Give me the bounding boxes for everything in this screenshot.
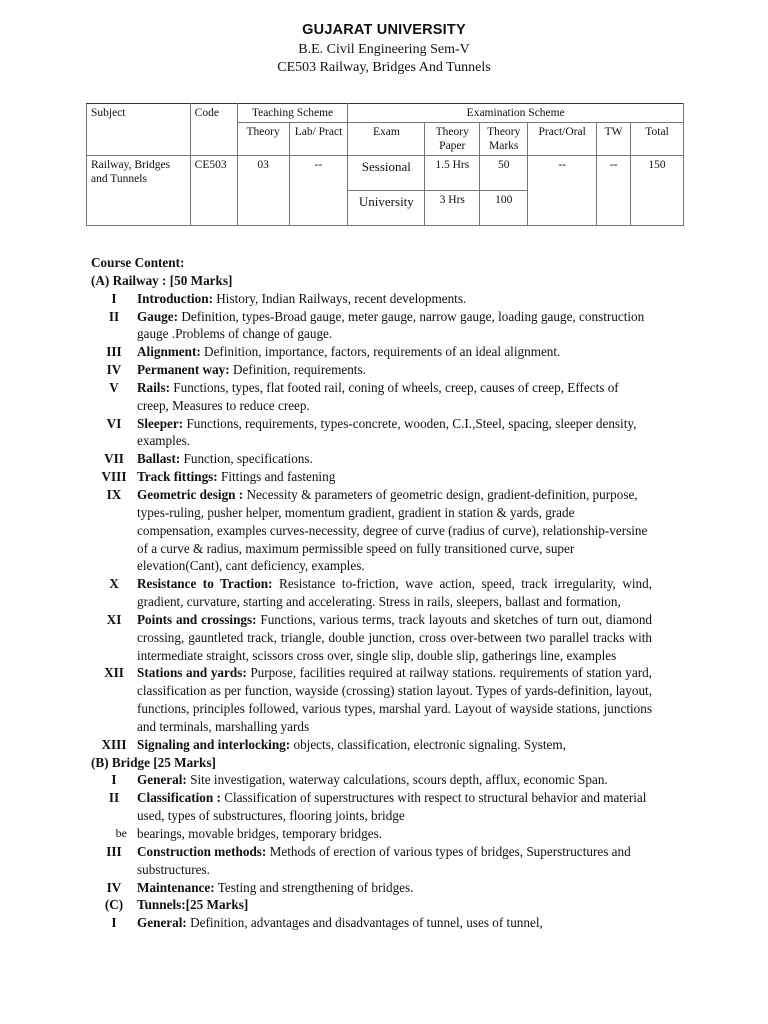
course-line: CE503 Railway, Bridges And Tunnels: [277, 60, 491, 75]
topic-number: II: [108, 790, 120, 806]
scheme-table: [86, 103, 684, 226]
topic-heading: General:: [137, 915, 187, 931]
topic-heading: Classification :: [137, 790, 221, 806]
tunnel-topic-list: [91, 914, 652, 932]
topic-heading: Rails:: [137, 379, 170, 395]
tw-header: TW: [597, 123, 631, 156]
topic-number: VI: [106, 415, 122, 431]
topic-heading: Gauge:: [137, 308, 179, 324]
theory-cell: 03: [237, 156, 289, 226]
examination-scheme-header: Examination Scheme: [348, 104, 684, 123]
topic-item: [91, 343, 652, 361]
topic-heading: Sleeper:: [137, 415, 184, 431]
topic-continuation: [91, 825, 652, 843]
paper-sessional-cell: 1.5 Hrs: [425, 156, 480, 191]
topic-item: [91, 379, 652, 415]
topic-text: [137, 789, 652, 825]
topic-description: Resistance to-friction, wave action, speed, track irregularity, wind, gradient, curvature, starting and accelerating. Stress in rails, sleepers, ballast and formation,: [137, 576, 653, 610]
topic-item: [91, 664, 652, 735]
bridge-topic-list: [91, 771, 652, 896]
topic-item: [91, 879, 652, 897]
topic-heading: Track fittings:: [137, 469, 218, 485]
topic-description: Necessity & parameters of geometric design, gradient-definition, purpose, types-ruling, pusher helper, momentum gradient, gradient in station & yards, grade compensation, examples curves-necessity, degree of curve (radius of curve), relationship-versine of a curve & radius, maximum permissible speed on fully transitioned curve, super elevation(Cant), cant deficiency, examples.: [137, 486, 648, 574]
topic-description: History, Indian Railways, recent developments.: [212, 290, 467, 306]
topic-number: X: [109, 576, 119, 592]
theory-marks-header: Theory Marks: [480, 123, 528, 156]
section-tunnels-heading: [91, 896, 652, 914]
topic-item: [91, 736, 652, 754]
topic-number: IX: [106, 486, 122, 502]
topic-item: [91, 450, 652, 468]
topic-description: Function, specifications.: [180, 451, 313, 467]
topic-number: XI: [106, 611, 122, 627]
course-content-title: Course Content:: [91, 255, 185, 270]
topic-text: [137, 914, 652, 932]
topic-heading: Permanent way:: [137, 362, 230, 378]
topic-number: XIII: [101, 736, 127, 752]
topic-number: IV: [106, 879, 122, 895]
topic-heading: Resistance to Traction:: [137, 576, 273, 592]
topic-item: [91, 486, 652, 575]
topic-number: V: [109, 379, 119, 395]
subject-cell: Railway, Bridges and Tunnels: [87, 156, 191, 226]
topic-heading: Maintenance:: [137, 879, 215, 895]
topic-number: XII: [104, 665, 124, 681]
code-header: Code: [190, 104, 237, 156]
topic-text: [137, 736, 652, 754]
topic-description: Definition, advantages and disadvantages of tunnel, uses of tunnel,: [186, 915, 543, 931]
topic-item: [91, 914, 652, 932]
railway-topic-list: [91, 290, 652, 754]
exam-sessional-cell: Sessional: [348, 156, 425, 191]
topic-number: VII: [104, 451, 124, 467]
exam-university-cell: University: [348, 191, 425, 226]
topic-text: [137, 343, 652, 361]
topic-number: II: [108, 308, 120, 324]
topic-item: [91, 843, 652, 879]
tw-cell: --: [597, 156, 631, 226]
topic-item: [91, 290, 652, 308]
topic-description: Functions, various terms, track layouts and sketches of turn out, diamond crossing, gauntleted track, triangle, double junction, cross over-between two parallel tracks with intermediate straight, scissors cross over, single slip, double slip, gatherings line, examples: [137, 611, 653, 663]
topic-heading: Points and crossings:: [137, 611, 257, 627]
section-railway-heading: (A) Railway : [50 Marks]: [91, 272, 233, 288]
topic-item: [91, 361, 652, 379]
topic-heading: Ballast:: [137, 451, 181, 467]
section-tunnels-title: Tunnels:[25 Marks]: [137, 897, 249, 913]
topic-heading: Construction methods:: [137, 843, 267, 859]
topic-item: [91, 415, 652, 451]
topic-item: [91, 308, 652, 344]
programme-line: B.E. Civil Engineering Sem-V: [298, 42, 470, 57]
continuation-text: bearings, movable bridges, temporary bridges.: [137, 826, 382, 841]
continuation-prefix: be: [115, 826, 127, 840]
section-tunnels-label: (C): [104, 897, 124, 913]
topic-item: [91, 468, 652, 486]
topic-item: [91, 575, 652, 611]
section-bridge-heading: (B) Bridge [25 Marks]: [91, 754, 216, 770]
topic-description: objects, classification, electronic signaling. System,: [290, 736, 566, 752]
topic-number: I: [111, 915, 117, 931]
lab-cell: --: [289, 156, 348, 226]
topic-heading: Geometric design :: [137, 486, 244, 502]
teaching-scheme-header: Teaching Scheme: [237, 104, 348, 123]
topic-heading: Alignment:: [137, 344, 201, 360]
topic-number: VIII: [101, 469, 127, 485]
topic-description: Testing and strengthening of bridges.: [214, 879, 414, 895]
topic-description: Definition, importance, factors, requirements of an ideal alignment.: [200, 344, 561, 360]
pract-oral-header: Pract/Oral: [528, 123, 597, 156]
topic-number: III: [106, 843, 122, 859]
topic-text: [137, 771, 652, 789]
topic-description: Fittings and fastening: [217, 469, 336, 485]
topic-text: [137, 450, 652, 468]
topic-item: [91, 771, 652, 789]
code-cell: CE503: [190, 156, 237, 226]
topic-number: IV: [106, 362, 122, 378]
topic-text: [137, 575, 652, 611]
pract-cell: --: [528, 156, 597, 226]
topic-description: Classification of superstructures with respect to structural behavior and material used, types of substructures, flooring joints, bridge: [137, 790, 647, 824]
topic-text: [137, 843, 652, 879]
topic-text: [137, 611, 652, 665]
topic-description: Definition, requirements.: [229, 362, 366, 378]
topic-number: III: [106, 344, 122, 360]
paper-university-cell: 3 Hrs: [425, 191, 480, 226]
topic-text: [137, 415, 652, 451]
topic-heading: Introduction:: [137, 290, 213, 306]
topic-number: I: [111, 772, 117, 788]
total-header: Total: [631, 123, 684, 156]
topic-text: [137, 664, 652, 735]
topic-description: Definition, types-Broad gauge, meter gauge, narrow gauge, loading gauge, construction gauge .Problems of change of gauge.: [137, 308, 645, 342]
theory-header: Theory: [237, 123, 289, 156]
topic-description: Functions, requirements, types-concrete, wooden, C.I.,Steel, spacing, sleeper density, examples.: [137, 415, 637, 449]
marks-university-cell: 100: [480, 191, 528, 226]
topic-item: [91, 611, 652, 665]
topic-description: Purpose, facilities required at railway stations. requirements of station yard, classification as per function, wayside (crossing) station layout. Types of yards-definition, layout, functions, principles followed, various types, marshal yard. Layout of wayside stations, junctions and terminals, marshalling yards: [137, 665, 652, 734]
university-title: GUJARAT UNIVERSITY: [302, 22, 466, 38]
topic-item: [91, 789, 652, 825]
topic-heading: Stations and yards:: [137, 665, 247, 681]
topic-heading: General:: [137, 772, 187, 788]
topic-description: Site investigation, waterway calculations, scours depth, afflux, economic Span.: [186, 772, 608, 788]
subject-header: Subject: [87, 104, 191, 156]
total-cell: 150: [631, 156, 684, 226]
topic-text: [137, 308, 652, 344]
exam-header: Exam: [348, 123, 425, 156]
topic-text: [137, 486, 652, 575]
topic-text: [137, 879, 652, 897]
marks-sessional-cell: 50: [480, 156, 528, 191]
theory-paper-header: Theory Paper: [425, 123, 480, 156]
topic-heading: Signaling and interlocking:: [137, 736, 291, 752]
topic-description: Methods of erection of various types of bridges, Superstructures and substructures.: [137, 843, 631, 877]
topic-text: [137, 379, 652, 415]
topic-text: [137, 290, 652, 308]
topic-text: [137, 468, 652, 486]
topic-text: [137, 361, 652, 379]
lab-pract-header: Lab/ Pract: [289, 123, 348, 156]
topic-description: Functions, types, flat footed rail, coning of wheels, creep, causes of creep, Effects of creep, Measures to reduce creep.: [137, 379, 619, 413]
topic-number: I: [111, 290, 117, 306]
course-content: [91, 254, 652, 932]
